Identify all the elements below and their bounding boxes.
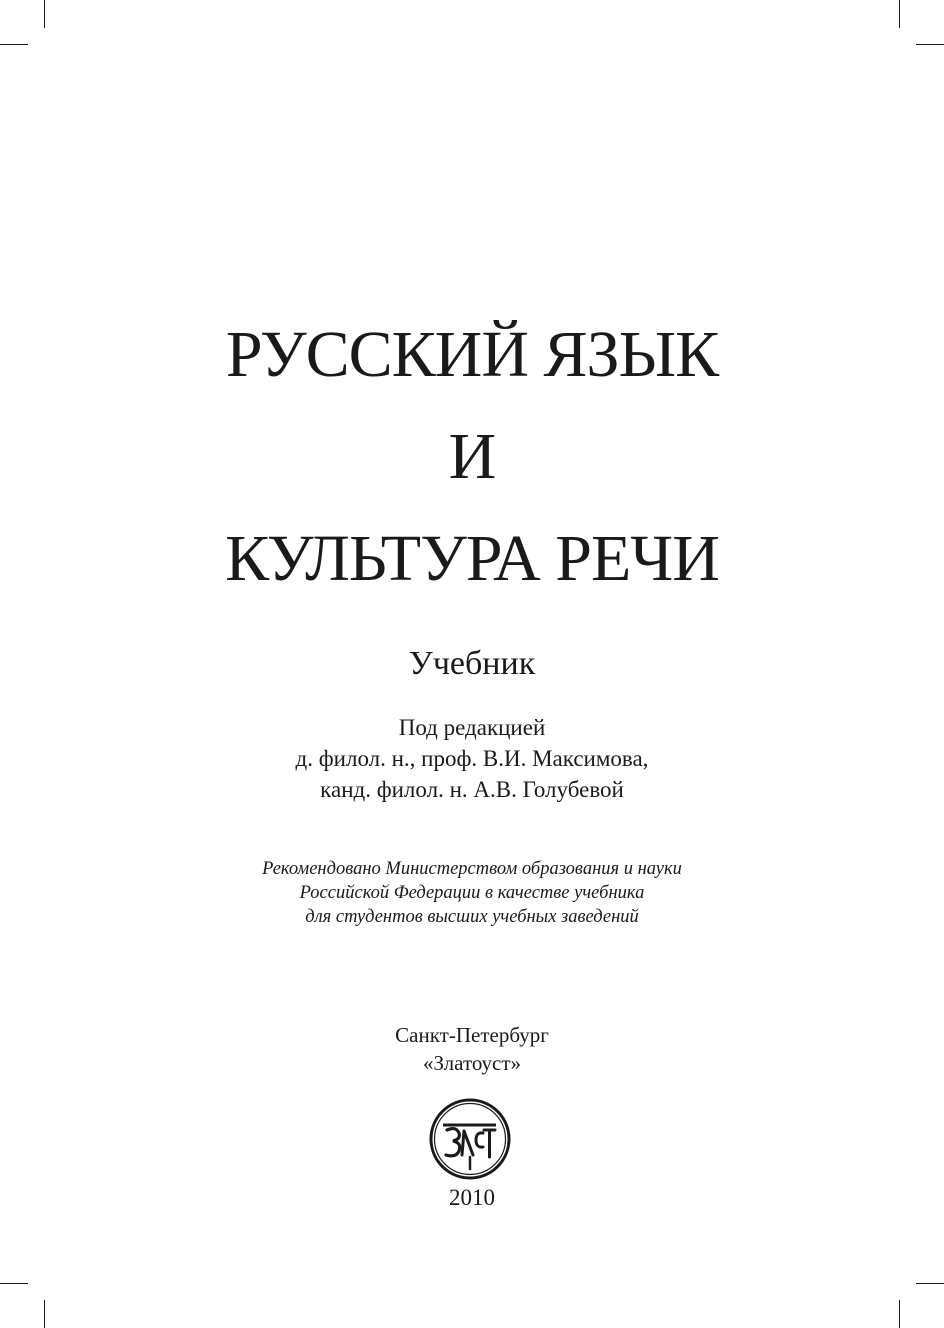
logo-letter-s [476, 1133, 483, 1147]
editors-line-3: канд. филол. н. А.В. Голубевой [320, 777, 624, 802]
logo-letter-t [484, 1130, 495, 1157]
editors-block [0, 712, 944, 805]
title-line-3: КУЛЬТУРА РЕЧИ [225, 522, 719, 595]
editors-line-2: д. филол. н., проф. В.И. Максимова, [295, 746, 649, 771]
recommendation-line-2: Российской Федерации в качестве учебника [299, 883, 645, 903]
recommendation-line-3: для студентов высших учебных заведений [305, 907, 639, 927]
zlatoust-logo-svg [426, 1095, 514, 1183]
publisher-block [0, 1021, 944, 1077]
title-line-2: И [448, 420, 496, 493]
crop-mark-bottom-left-vertical [44, 1300, 45, 1328]
crop-mark-top-right-horizontal [916, 44, 944, 45]
title-line-1: РУССКИЙ ЯЗЫК [225, 318, 719, 391]
crop-mark-bottom-left-horizontal [0, 1283, 28, 1284]
logo-letter-z [446, 1129, 460, 1156]
crop-mark-bottom-right-horizontal [916, 1283, 944, 1284]
crop-mark-top-left-horizontal [0, 44, 28, 45]
editors-line-1: Под редакцией [398, 715, 546, 740]
publisher-name: «Златоуст» [422, 1051, 522, 1075]
crop-mark-bottom-right-vertical [899, 1300, 900, 1328]
publisher-city: Санкт-Петербург [395, 1023, 549, 1047]
subtitle: Учебник [408, 645, 536, 682]
publication-year: 2010 [449, 1185, 495, 1210]
zlatoust-logo-icon [426, 1095, 514, 1183]
logo-letter-l [462, 1131, 473, 1155]
recommendation-block [0, 857, 944, 929]
recommendation-line-1: Рекомендовано Министерством образования и науки [262, 859, 682, 879]
crop-mark-top-right-vertical [899, 0, 900, 28]
crop-mark-top-left-vertical [44, 0, 45, 28]
